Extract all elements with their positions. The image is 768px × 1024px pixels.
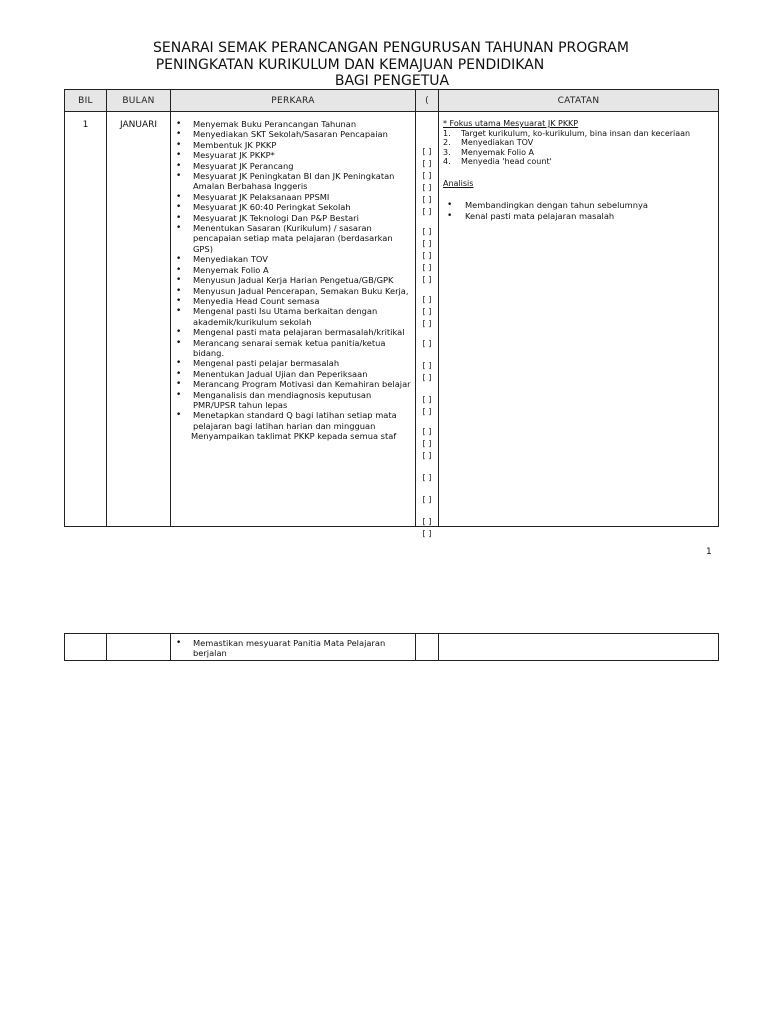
header-bulan: BULAN [107, 90, 171, 112]
list-item: • Merancang senarai semak ketua panitia/ketua bidang. [193, 338, 411, 359]
list-item: • Mesyuarat JK Perancang [193, 161, 411, 171]
notes-numbered-list [443, 129, 712, 167]
table-row [65, 634, 719, 661]
list-item: • Menyediakan TOV [193, 254, 411, 264]
header-perkara: PERKARA [171, 90, 416, 112]
document-title-line-3: BAGI PENGETUA [334, 73, 450, 89]
task-list-cell [171, 112, 416, 527]
header-check: ( [416, 90, 439, 112]
checkbox-mark: [ ] [422, 294, 432, 304]
list-item: • Merancang Program Motivasi dan Kemahiran belajar [193, 379, 411, 389]
row-number [65, 634, 107, 661]
task-list [171, 634, 415, 659]
checkbox-mark: [ ] [422, 238, 432, 248]
list-item: • Membandingkan dengan tahun sebelumnya [465, 200, 712, 211]
header-bil: BIL [65, 90, 107, 112]
list-item: 4. Menyedia 'head count' [443, 157, 552, 167]
checkbox-mark: [ ] [422, 372, 432, 382]
list-item: • Membentuk JK PKKP [193, 140, 411, 150]
notes-block [439, 112, 718, 222]
list-item: • Menyemak Buku Perancangan Tahunan [193, 119, 411, 129]
checkbox-mark: [ ] [422, 438, 432, 448]
list-item: • Menetapkan standard Q bagi latihan setiap mata pelajaran bagi latihan harian dan mingguan [193, 410, 411, 431]
analisis-list [443, 200, 712, 222]
list-item: 1. Target kurikulum, ko-kurikulum, bina insan dan keceriaan [443, 128, 691, 138]
task-list-cell [171, 634, 416, 661]
checkbox-mark: [ ] [422, 274, 432, 284]
checkbox-mark: [ ] [422, 450, 432, 460]
table-row [65, 112, 719, 527]
row-month: JANUARI [107, 112, 171, 527]
checkbox-mark: [ ] [422, 226, 432, 236]
checkbox-mark: [ ] [422, 146, 432, 156]
checkbox-mark: [ ] [422, 472, 432, 482]
checkbox-mark: [ ] [422, 206, 432, 216]
list-item: • Menganalisis dan mendiagnosis keputusan PMR/UPSR tahun lepas [193, 390, 411, 411]
checkbox-mark: [ ] [422, 158, 432, 168]
checkbox-mark: [ ] [422, 394, 432, 404]
list-item: • Mesyuarat JK Peningkatan BI dan JK Peningkatan Amalan Berbahasa Inggeris [193, 171, 411, 192]
list-item: • Menyedia Head Count semasa [193, 296, 411, 306]
list-item: • Menyusun Jadual Pencerapan, Semakan Buku Kerja, [193, 286, 411, 296]
continuation-table [64, 633, 719, 661]
analisis-heading: Analisis [443, 178, 474, 188]
checkbox-mark: [ ] [422, 182, 432, 192]
checkbox-mark: [ ] [422, 170, 432, 180]
checkbox-column [416, 634, 439, 661]
list-item: 2. Menyediakan TOV [443, 138, 534, 148]
notes-heading: * Fokus utama Mesyuarat JK PKKP [443, 119, 579, 128]
checkbox-mark: [ ] [422, 250, 432, 260]
checkbox-mark: [ ] [422, 338, 432, 348]
checkbox-mark: [ ] [422, 194, 432, 204]
checkbox-mark: [ ] [422, 360, 432, 370]
list-item: • Mesyuarat JK Pelaksanaan PPSMI [193, 192, 411, 202]
checkbox-mark: [ ] [422, 516, 432, 526]
list-item: 3. Menyemak Folio A [443, 147, 534, 157]
document-title-line-2: PENINGKATAN KURIKULUM DAN KEMAJUAN PENDIDIKAN [155, 57, 545, 73]
checkbox-mark: [ ] [422, 494, 432, 504]
notes-cell [439, 634, 719, 661]
list-item: Menyampaikan taklimat PKKP kepada semua staf [191, 431, 397, 442]
list-item: • Kenal pasti mata pelajaran masalah [465, 211, 712, 222]
row-number: 1 [65, 112, 107, 527]
checkbox-column [416, 112, 439, 538]
page-number: 1 [706, 547, 712, 557]
list-item: • Mesyuarat JK 60:40 Peringkat Sekolah [193, 202, 411, 212]
checkbox-mark: [ ] [422, 406, 432, 416]
list-item: • Menyemak Folio A [193, 265, 411, 275]
header-catatan: CATATAN [439, 90, 719, 112]
list-item: • Menyediakan SKT Sekolah/Sasaran Pencapaian [193, 129, 411, 139]
checkbox-mark: [ ] [422, 426, 432, 436]
list-item: • Mengenal pasti pelajar bermasalah [193, 358, 411, 368]
checkbox-mark: [ ] [422, 528, 432, 538]
list-item: • Memastikan mesyuarat Panitia Mata Pelajaran berjalan [193, 638, 411, 659]
document-title-line-1: SENARAI SEMAK PERANCANGAN PENGURUSAN TAHUNAN PROGRAM [153, 40, 629, 56]
task-list [171, 112, 415, 442]
list-item: • Menentukan Jadual Ujian dan Peperiksaan [193, 369, 411, 379]
list-item: • Mengenal pasti Isu Utama berkaitan dengan akademik/kurikulum sekolah [193, 306, 411, 327]
checkbox-mark: [ ] [422, 262, 432, 272]
list-item: • Menyusun Jadual Kerja Harian Pengetua/GB/GPK [193, 275, 411, 285]
list-item: • Mengenal pasti mata pelajaran bermasalah/kritikal [193, 327, 411, 337]
checkbox-mark: [ ] [422, 306, 432, 316]
list-item: • Mesyuarat JK PKKP* [193, 150, 411, 160]
notes-cell [439, 112, 719, 527]
table-header-row [65, 90, 719, 112]
checklist-table [64, 89, 719, 538]
checkbox-mark: [ ] [422, 318, 432, 328]
list-item: • Mesyuarat JK Teknologi Dan P&P Bestari [193, 213, 411, 223]
list-item: • Menentukan Sasaran (Kurikulum) / sasaran pencapaian setiap mata pelajaran (berdasarkan GPS) [193, 223, 411, 254]
row-month [107, 634, 171, 661]
